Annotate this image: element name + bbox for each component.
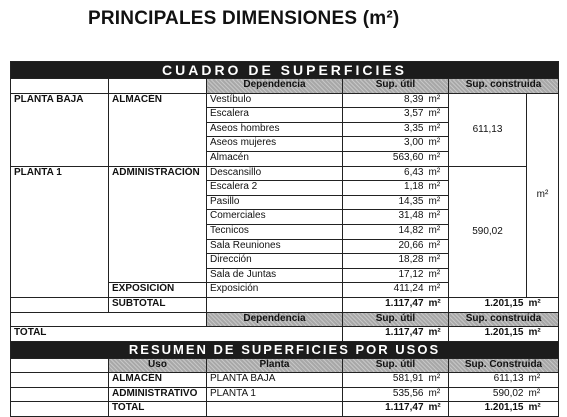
cuadro-header-row xyxy=(11,79,559,94)
unit-label: m² xyxy=(427,268,449,283)
unit-label: m² xyxy=(427,373,449,388)
blank-cell xyxy=(11,402,109,417)
cuadro-banner-row xyxy=(11,62,559,79)
unit-label: m² xyxy=(427,181,449,196)
unit-label: m² xyxy=(427,108,449,123)
header-dependencia: Dependencia xyxy=(207,312,343,327)
surfaces-table xyxy=(10,61,559,417)
unit-label: m² xyxy=(427,210,449,225)
dependencia-name: Descansillo xyxy=(207,166,343,181)
header-uso: Uso xyxy=(109,358,207,373)
unit-label: m² xyxy=(427,239,449,254)
dependencia-name: Exposición xyxy=(207,283,343,298)
resumen-row xyxy=(11,373,559,388)
header-sup-construida: Sup. construida xyxy=(449,312,559,327)
unit-label: m² xyxy=(427,254,449,269)
header-planta: Planta xyxy=(207,358,343,373)
sup-util-value: 6,43 xyxy=(343,166,427,181)
sup-util-value: 1,18 xyxy=(343,181,427,196)
unit-label: m² xyxy=(527,327,559,342)
blank-cell xyxy=(11,312,207,327)
resumen-banner-row xyxy=(11,341,559,358)
dependencia-name: Aseos mujeres xyxy=(207,137,343,152)
unit-label: m² xyxy=(527,402,559,417)
blank-cell xyxy=(207,402,343,417)
sup-util-value: 581,91 xyxy=(343,373,427,388)
sup-util-value: 3,35 xyxy=(343,122,427,137)
dependencia-name: Aseos hombres xyxy=(207,122,343,137)
sup-util-value: 563,60 xyxy=(343,151,427,166)
construida-unit-label: m² xyxy=(527,93,559,297)
planta-1-label: PLANTA 1 xyxy=(11,166,109,297)
unit-label: m² xyxy=(527,373,559,388)
subtotal-construida: 1.201,15 xyxy=(449,297,527,312)
dependencia-name: Sala Reuniones xyxy=(207,239,343,254)
unit-label: m² xyxy=(427,151,449,166)
sup-util-value: 17,12 xyxy=(343,268,427,283)
sup-util-value: 18,28 xyxy=(343,254,427,269)
blank-cell xyxy=(11,387,109,402)
exposicion-group-label: EXPOSICIÓN xyxy=(109,283,207,298)
total-label: TOTAL xyxy=(11,327,343,342)
surfaces-table-body xyxy=(11,62,559,417)
unit-label: m² xyxy=(427,224,449,239)
dependencia-name: Sala de Juntas xyxy=(207,268,343,283)
sup-util-value: 14,35 xyxy=(343,195,427,210)
header-sup-util: Sup. útil xyxy=(343,79,449,94)
unit-label: m² xyxy=(427,402,449,417)
dependencia-name: Vestíbulo xyxy=(207,93,343,108)
planta-label: PLANTA 1 xyxy=(207,387,343,402)
resumen-total-row xyxy=(11,402,559,417)
planta-baja-label: PLANTA BAJA xyxy=(11,93,109,166)
header-sup-util: Sup. útil xyxy=(343,312,449,327)
cuadro-banner: CUADRO DE SUPERFICIES xyxy=(11,62,559,79)
dependencia-name: Escalera 2 xyxy=(207,181,343,196)
sup-util-value: 3,00 xyxy=(343,137,427,152)
table-row xyxy=(11,93,559,108)
header-sup-construida: Sup. construida xyxy=(449,79,559,94)
total-construida: 1.201,15 xyxy=(449,327,527,342)
planta-1-construida: 590,02 xyxy=(449,166,527,297)
resumen-total-label: TOTAL xyxy=(109,402,207,417)
subtotal-row xyxy=(11,297,559,312)
uso-label: ALMACÉN xyxy=(109,373,207,388)
sup-util-value: 3,57 xyxy=(343,108,427,123)
unit-label: m² xyxy=(427,387,449,402)
blank-cell xyxy=(207,297,343,312)
resumen-total-construida: 1.201,15 xyxy=(449,402,527,417)
resumen-total-util: 1.117,47 xyxy=(343,402,427,417)
dependencia-name: Comerciales xyxy=(207,210,343,225)
header-dependencia: Dependencia xyxy=(207,79,343,94)
table-row xyxy=(11,166,559,181)
administracion-group-label: ADMINISTRACIÓN xyxy=(109,166,207,283)
cuadro-repeat-header-row xyxy=(11,312,559,327)
header-sup-construida: Sup. Construida xyxy=(449,358,559,373)
unit-label: m² xyxy=(427,122,449,137)
almacen-group-label: ALMACÉN xyxy=(109,93,207,166)
header-blank xyxy=(109,79,207,94)
header-blank xyxy=(11,79,109,94)
sup-util-value: 411,24 xyxy=(343,283,427,298)
unit-label: m² xyxy=(427,297,449,312)
sup-util-value: 20,66 xyxy=(343,239,427,254)
blank-cell xyxy=(11,358,109,373)
unit-label: m² xyxy=(527,387,559,402)
sup-construida-value: 590,02 xyxy=(449,387,527,402)
dependencia-name: Pasillo xyxy=(207,195,343,210)
unit-label: m² xyxy=(427,137,449,152)
planta-baja-construida: 611,13 xyxy=(449,93,527,166)
unit-label: m² xyxy=(527,297,559,312)
total-util: 1.117,47 xyxy=(343,327,427,342)
unit-label: m² xyxy=(427,283,449,298)
sup-util-value: 535,56 xyxy=(343,387,427,402)
sup-util-value: 8,39 xyxy=(343,93,427,108)
dependencia-name: Dirección xyxy=(207,254,343,269)
page-title: PRINCIPALES DIMENSIONES (m²) xyxy=(88,8,400,29)
blank-cell xyxy=(11,373,109,388)
subtotal-label: SUBTOTAL xyxy=(109,297,207,312)
resumen-row xyxy=(11,387,559,402)
subtotal-util: 1.117,47 xyxy=(343,297,427,312)
dependencia-name: Almacén xyxy=(207,151,343,166)
resumen-header-row xyxy=(11,358,559,373)
sup-util-value: 31,48 xyxy=(343,210,427,225)
dependencia-name: Tecnicos xyxy=(207,224,343,239)
unit-label: m² xyxy=(427,93,449,108)
uso-label: ADMINISTRATIVO xyxy=(109,387,207,402)
resumen-banner: RESUMEN DE SUPERFICIES POR USOS xyxy=(11,341,559,358)
unit-label: m² xyxy=(427,195,449,210)
blank-cell xyxy=(11,297,109,312)
total-row xyxy=(11,327,559,342)
unit-label: m² xyxy=(427,327,449,342)
planta-label: PLANTA BAJA xyxy=(207,373,343,388)
unit-label: m² xyxy=(427,166,449,181)
dependencia-name: Escalera xyxy=(207,108,343,123)
header-sup-util: Sup. útil xyxy=(343,358,449,373)
sup-util-value: 14,82 xyxy=(343,224,427,239)
sup-construida-value: 611,13 xyxy=(449,373,527,388)
